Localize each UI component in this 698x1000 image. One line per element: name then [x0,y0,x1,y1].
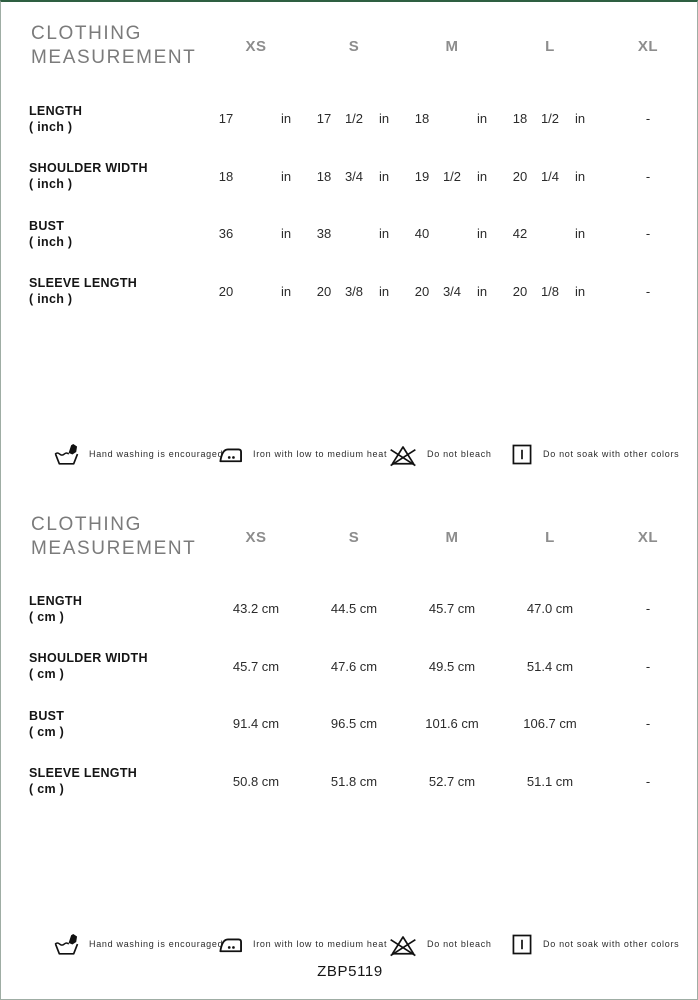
row-name: SLEEVE LENGTH [29,766,138,781]
cell-sleeve-m [403,263,501,321]
cell-length-xl: - [645,601,651,617]
value-unit: in [574,283,586,299]
cell-bust-m: 101.6 cm [425,716,479,732]
cell-length-xs [207,90,305,148]
cell-bust-xs: 91.4 cm [232,716,280,732]
size-header-m: M [445,37,459,55]
care-instructions-row [1,929,698,959]
cell-shoulder-s: 47.6 cm [330,658,378,674]
cell-bust-l [501,205,599,263]
size-header-s: S [348,37,360,55]
value-unit: in [476,111,488,127]
cell-bust-xl [599,205,697,263]
cell-shoulder-xl: - [645,658,651,674]
value-whole: 40 [414,226,430,242]
value-whole: 20 [316,283,332,299]
cell-length-xs: 43.2 cm [232,601,280,617]
cell-length-l: 47.0 cm [526,601,574,617]
value-unit: in [476,283,488,299]
value-unit: in [476,168,488,184]
size-header-xl: XL [637,528,659,546]
row-unit: ( inch ) [29,119,73,134]
value-whole: 20 [414,283,430,299]
row-name: LENGTH [29,103,83,118]
cell-sleeve-xs [207,263,305,321]
hand-wash-icon [53,442,80,467]
cell-bust-s [305,205,403,263]
table-title [1,494,207,580]
value-unit: in [476,226,488,242]
row-label-bust-cm [1,695,207,753]
value-whole: 18 [414,111,430,127]
value-dash: - [645,226,651,242]
do-not-bleach-icon [388,442,418,467]
row-name: SHOULDER WIDTH [29,161,148,176]
value-fraction: 1/2 [344,111,364,127]
row-unit: ( inch ) [29,177,73,192]
value-dash: - [645,111,651,127]
value-unit: in [280,226,292,242]
cell-shoulder-l [501,148,599,206]
care-label: Do not soak with other colors [543,449,680,459]
cell-shoulder-xs [207,148,305,206]
table-title-line2: MEASUREMENT [31,538,197,559]
cell-bust-m [403,205,501,263]
iron-icon [217,932,244,957]
cell-bust-s: 96.5 cm [330,716,378,732]
value-whole: 42 [512,226,528,242]
value-fraction: 3/4 [344,168,364,184]
cell-shoulder-m [403,148,501,206]
care-label: Hand washing is encouraged [89,449,224,459]
value-dash: - [645,168,651,184]
do-not-soak-icon [510,442,534,467]
row-unit: ( inch ) [29,292,73,307]
table-title-line1: CLOTHING [31,23,142,44]
value-whole: 19 [414,168,430,184]
cell-shoulder-l: 51.4 cm [526,658,574,674]
cell-length-xl [599,90,697,148]
row-unit: ( cm ) [29,724,65,739]
table-title [1,2,207,90]
table-title-line1: CLOTHING [31,514,142,535]
row-unit: ( cm ) [29,667,65,682]
value-unit: in [280,168,292,184]
value-unit: in [280,283,292,299]
value-whole: 18 [316,168,332,184]
row-label-shoulder-cm [1,638,207,696]
care-item-iron [217,439,387,469]
cell-length-s [305,90,403,148]
care-label: Hand washing is encouraged [89,939,224,949]
table-title-line2: MEASUREMENT [31,47,197,68]
value-whole: 38 [316,226,332,242]
cell-sleeve-xl: - [645,773,651,789]
cell-sleeve-xs: 50.8 cm [232,773,280,789]
value-whole: 20 [512,168,528,184]
value-whole: 17 [316,111,332,127]
care-label: Do not soak with other colors [543,939,680,949]
care-label: Do not bleach [427,939,492,949]
cell-sleeve-s [305,263,403,321]
do-not-soak-icon [510,932,534,957]
value-whole: 18 [512,111,528,127]
value-dash: - [645,283,651,299]
product-code: ZBP5119 [317,963,383,980]
value-fraction: 1/2 [442,168,462,184]
value-fraction: 3/4 [442,283,462,299]
cell-shoulder-xl [599,148,697,206]
size-header-l: L [545,37,555,55]
row-name: BUST [29,708,65,723]
value-fraction: 1/2 [540,111,560,127]
value-fraction: 3/8 [344,283,364,299]
cell-length-m: 45.7 cm [428,601,476,617]
cell-bust-xs [207,205,305,263]
cell-shoulder-s [305,148,403,206]
cell-sleeve-m: 52.7 cm [428,773,476,789]
value-unit: in [574,111,586,127]
row-name: SHOULDER WIDTH [29,651,148,666]
cell-length-m [403,90,501,148]
row-label-length-inch [1,90,207,148]
care-instructions-row [1,439,698,469]
value-fraction: 1/4 [540,168,560,184]
care-item-hand-wash [53,439,223,469]
cell-sleeve-s: 51.8 cm [330,773,378,789]
size-header-xs: XS [245,37,267,55]
care-label: Iron with low to medium heat [253,939,388,949]
care-label: Iron with low to medium heat [253,449,388,459]
row-label-sleeve-cm [1,753,207,811]
row-unit: ( cm ) [29,782,65,797]
row-label-length-cm [1,580,207,638]
row-unit: ( inch ) [29,234,73,249]
cell-length-s: 44.5 cm [330,601,378,617]
row-label-sleeve-inch [1,263,207,321]
size-header-xs: XS [245,528,267,546]
value-unit: in [280,111,292,127]
cell-bust-xl: - [645,716,651,732]
value-whole: 20 [512,283,528,299]
cell-sleeve-l: 51.1 cm [526,773,574,789]
row-label-bust-inch [1,205,207,263]
care-item-do-not-bleach [388,439,492,469]
value-unit: in [574,168,586,184]
size-header-m: M [445,528,459,546]
do-not-bleach-icon [388,932,418,957]
cell-shoulder-xs: 45.7 cm [232,658,280,674]
care-item-do-not-soak [510,929,679,959]
size-header-s: S [348,528,360,546]
value-whole: 17 [218,111,234,127]
value-unit: in [378,111,390,127]
care-item-do-not-soak [510,439,679,469]
care-item-hand-wash [53,929,223,959]
care-item-do-not-bleach [388,929,492,959]
cell-sleeve-xl [599,263,697,321]
iron-icon [217,442,244,467]
size-header-xl: XL [637,37,659,55]
value-whole: 18 [218,168,234,184]
value-whole: 36 [218,226,234,242]
row-name: BUST [29,218,65,233]
row-name: LENGTH [29,593,83,608]
row-label-shoulder-inch [1,148,207,206]
value-unit: in [378,168,390,184]
value-unit: in [378,226,390,242]
size-header-l: L [545,528,555,546]
cell-length-l [501,90,599,148]
cell-shoulder-m: 49.5 cm [428,658,476,674]
hand-wash-icon [53,932,80,957]
row-unit: ( cm ) [29,609,65,624]
value-unit: in [378,283,390,299]
value-whole: 20 [218,283,234,299]
cm-measurement-table [1,494,698,810]
value-unit: in [574,226,586,242]
cell-sleeve-l [501,263,599,321]
row-name: SLEEVE LENGTH [29,276,138,291]
cell-bust-l: 106.7 cm [523,716,577,732]
value-fraction: 1/8 [540,283,560,299]
care-item-iron [217,929,387,959]
care-label: Do not bleach [427,449,492,459]
inch-measurement-table [1,2,698,320]
